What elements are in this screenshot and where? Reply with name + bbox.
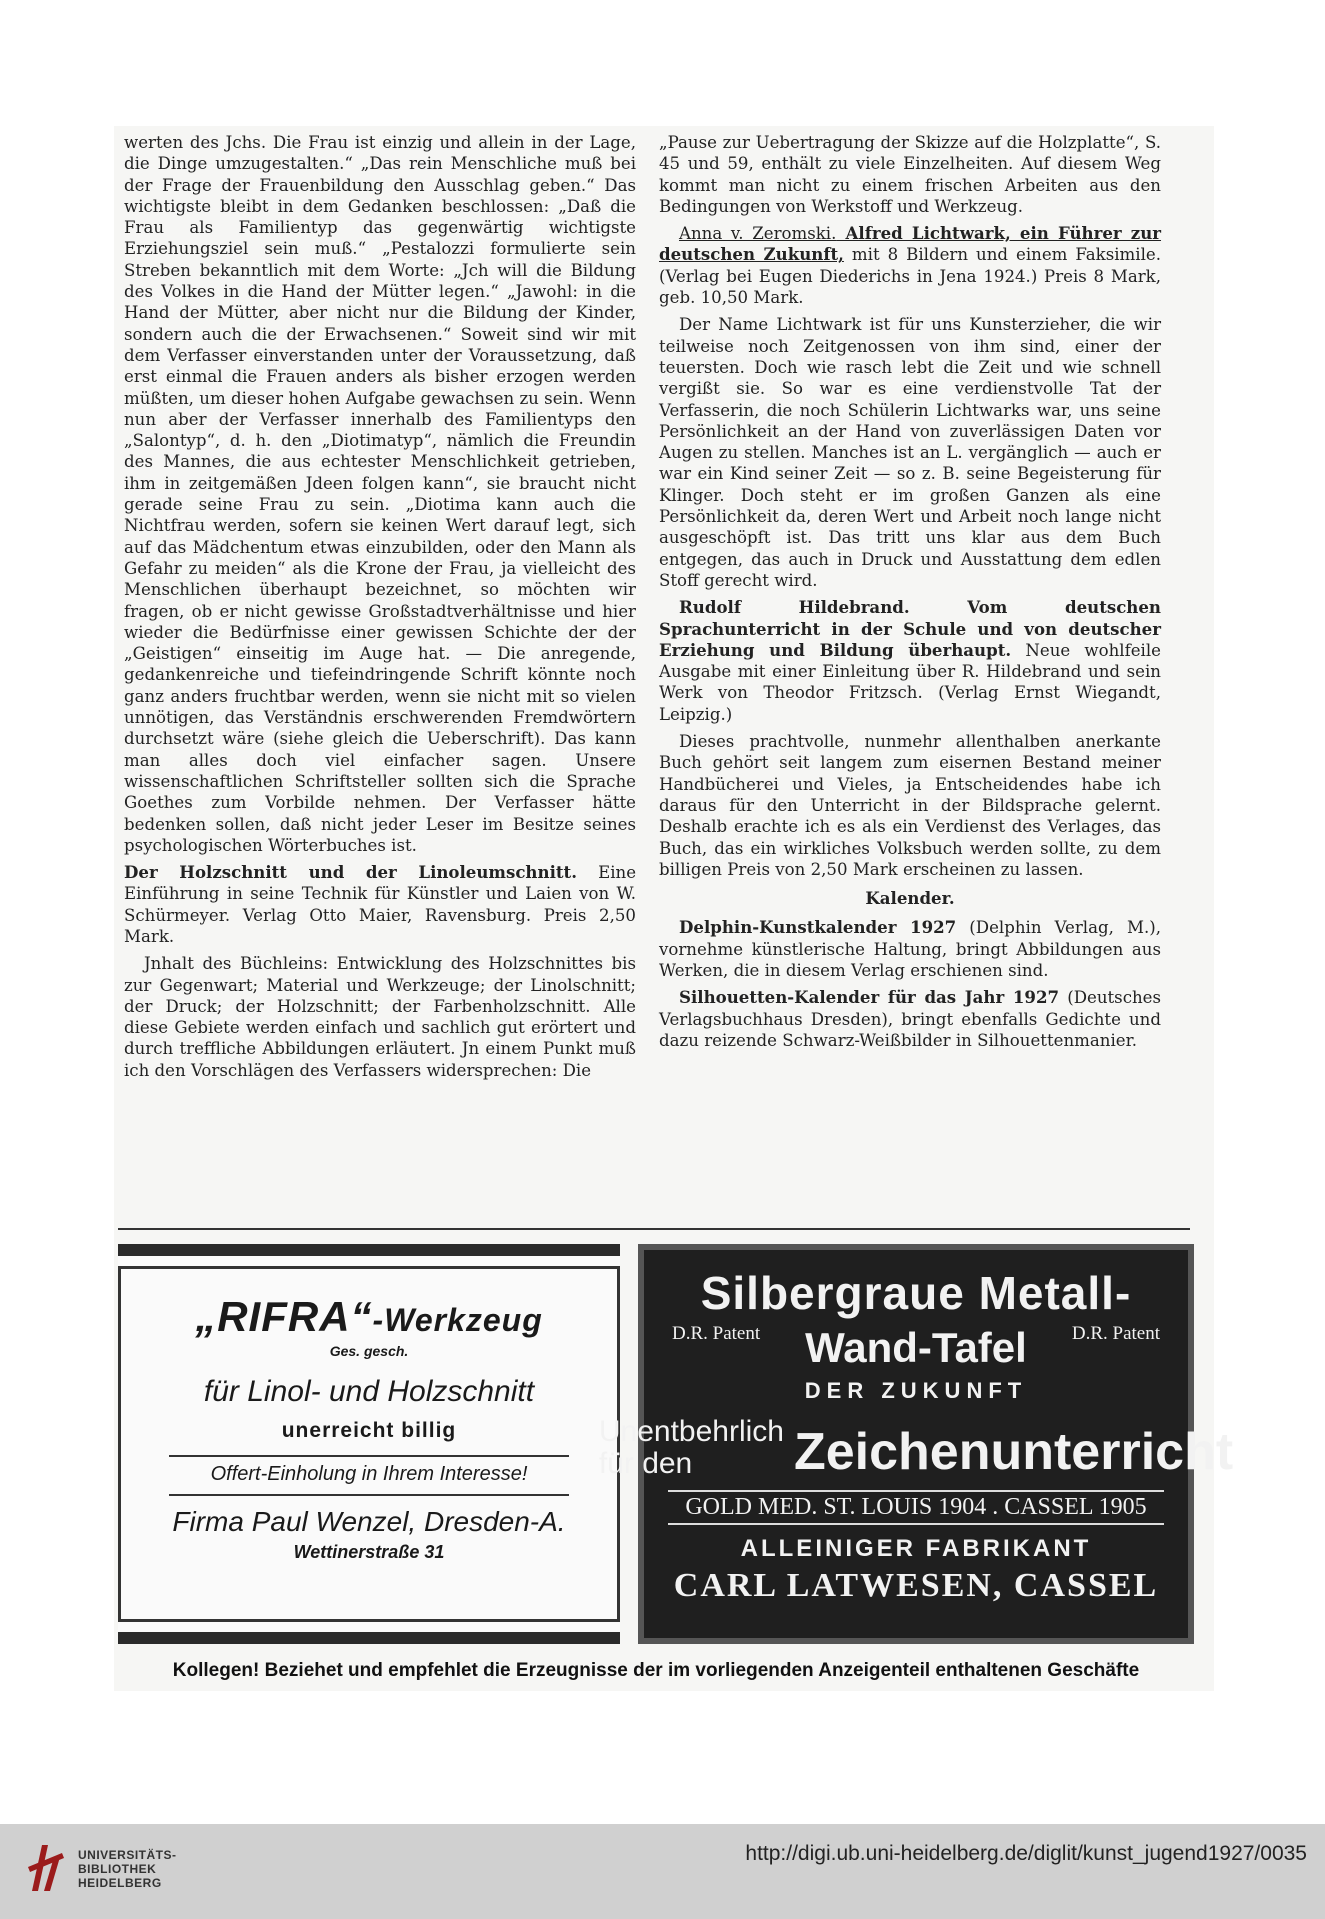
rifra-brand: „RIFRA“ xyxy=(195,1293,373,1340)
library-name-line-3: HEIDELBERG xyxy=(78,1876,162,1890)
rifra-divider-1 xyxy=(169,1455,569,1457)
review-body-lichtwark: mit 8 Bildern und einem Faksimile. (Verlag bei Eugen Diederichs in Jena 1924.) Preis 8 Mark, geb. 10,50 Mark. xyxy=(659,245,1161,308)
review-title-hildebrand: Rudolf Hildebrand. Vom deutschen Sprachunterricht in der Schule und von deutscher Erziehung und Bildung überhaupt. xyxy=(659,597,1161,660)
review-body-silhouetten: (Deutsches Verlagsbuchhaus Dresden), bringt ebenfalls Gedichte und dazu reizende Schwarz-Weißbilder in Silhouettenmanier. xyxy=(659,988,1162,1050)
review-title-delphin: Delphin-Kunstkalender 1927 xyxy=(679,917,957,938)
rifra-brand-line xyxy=(121,1293,617,1341)
rifra-purpose: für Linol- und Holzschnitt xyxy=(203,1375,535,1408)
right-paragraph-2 xyxy=(659,223,1161,308)
wandtafel-line-3: DER ZUKUNFT xyxy=(804,1378,1028,1403)
section-heading-kalender: Kalender. xyxy=(865,888,955,909)
review-title-silhouetten: Silhouetten-Kalender für das Jahr 1927 xyxy=(679,987,1060,1008)
rifra-brand-suffix: -Werkzeug xyxy=(372,1302,543,1338)
review-body-holzschnitt: Eine Einführung in seine Technik für Künstler und Laien von W. Schürmeyer. Verlag Otto Maier, Ravensburg. Preis 2,50 Mark. xyxy=(124,863,637,946)
wandtafel-medals: GOLD MED. ST. LOUIS 1904 . CASSEL 1905 xyxy=(668,1490,1164,1525)
wandtafel-maker: CARL LATWESEN, CASSEL xyxy=(673,1567,1159,1604)
review-body-hildebrand: Neue wohlfeile Ausgabe mit einer Einleitung über R. Hildebrand und sein Werk von Theodor Fritzsch. (Verlag Ernst Wiegandt, Leipzig.) xyxy=(659,640,1161,724)
right-text-column xyxy=(659,132,1161,1057)
source-url[interactable]: http://digi.ub.uni-heidelberg.de/diglit/kunst_jugend1927/0035 xyxy=(745,1842,1307,1865)
wandtafel-maker-label: ALLEINIGER FABRIKANT xyxy=(740,1535,1092,1562)
footer-appeal: Kollegen! Beziehet und empfehlet die Erzeugnisse der im vorliegenden Anzeigenteil enthaltenen Geschäfte xyxy=(172,1660,1140,1681)
section-divider xyxy=(118,1228,1190,1230)
review-title-holzschnitt: Der Holzschnitt und der Linoleumschnitt. xyxy=(124,862,577,883)
right-paragraph-6 xyxy=(659,917,1161,981)
wandtafel-advertisement xyxy=(598,1244,1234,1644)
wandtafel-title-row xyxy=(644,1324,1188,1384)
wandtafel-line-4 xyxy=(598,1415,1234,1481)
rifra-protected: Ges. gesch. xyxy=(329,1343,409,1359)
rifra-ad-frame xyxy=(118,1266,620,1622)
review-author-zeromski: Anna v. Zeromski. xyxy=(679,224,837,244)
rifra-firm: Firma Paul Wenzel, Dresden-A. xyxy=(172,1506,566,1537)
review-body-delphin: (Delphin Verlag, M.), vornehme künstlerische Haltung, bringt Abbildungen aus Werken, die in diesem Verlag erschienen sind. xyxy=(659,918,1162,980)
right-paragraph-7 xyxy=(659,987,1161,1051)
rifra-offer: Offert-Einholung in Ihrem Interesse! xyxy=(210,1463,528,1485)
library-banner xyxy=(0,1824,1325,1919)
right-paragraph-4 xyxy=(659,597,1161,725)
library-name-line-1: UNIVERSITÄTS- xyxy=(78,1848,177,1862)
rifra-advertisement xyxy=(118,1244,620,1644)
library-name xyxy=(78,1848,177,1890)
wandtafel-line-1: Silbergraue Metall- xyxy=(700,1267,1132,1319)
left-text-column xyxy=(124,132,636,1087)
library-logo-icon xyxy=(22,1839,70,1897)
left-paragraph-1: werten des Jchs. Die Frau ist einzig und allein in der Lage, die Dinge umzugestalten.“ „Das rein Menschliche muß bei der Frage der Frauenbildung den Ausschlag geben.“ Das wichtigste bleibt in dem Gedanken beschlossen: „Daß die Frau als Familientyp das gegenwärtig wichtigste Erziehungsziel sein muß.“ „Pestalozzi formulierte sein Streben bekanntlich mit dem Worte: „Jch will die Bildung des Volkes in die Hand der Mütter legen.“ „Jawohl: in die Hand der Mütter, aber nicht nur die Bildung der Kinder, sondern auch die der Erwachsenen.“ Soweit sind wir mit dem Verfasser einverstanden unter der Voraussetzung, daß erst einmal die Frauen anders als bisher erzogen werden müßten, um dieser hohen Aufgabe gewachsen zu sein. Wenn nun aber der Verfasser innerhalb des Familientyps den „Salontyp“, d. h. den „Diotimatyp“, nämlich die Freundin des Mannes, die aus echtester Menschlichkeit getrieben, ihm in zeitgemäßen Jdeen folgen kann“, sie braucht nicht gerade seine Frau zu sein. „Diotima kann auch die Nichtfrau werden, sofern sie keinen Wert darauf legt, sich auf das Mädchentum etwas einzubilden, oder den Mann als Gefahr zu meiden“ als die Krone der Frau, ja vielleicht des Menschlichen überhaupt bezeichnet, so möchten wir fragen, ob er nicht gewisse Großstadtverhältnisse und hier wieder die Bedürfnisse einer gewissen Schichte der der „Geistigen“ einseitig im Auge hat. — Die anregende, gedankenreiche und tiefeindringende Schrift könnte noch ganz anders fruchtbar werden, wenn sie nicht mit so vielen unnötigen, das Verständnis erschwerenden Fremdwörtern durchsetzt wäre (siehe gleich die Ueberschrift). Das kann man alles doch viel einfacher sagen. Unsere wissenschaftlichen Schriftsteller sollten sich die Sprache Goethes zum Vorbilde nehmen. Der Verfasser hätte bedenken sollen, daß nicht jeder Leser im Besitze seines psychologischen Wörterbuches ist. xyxy=(124,133,636,855)
left-paragraph-3: Jnhalt des Büchleins: Entwicklung des Holzschnittes bis zur Gegenwart; Material und Werkzeuge; der Linolschnitt; der Druck; der Holzschnitt; der Farbenholzschnitt. Alle diese Gebiete werden einfach und sachlich gut erörtert und durch treffliche Abbildungen erläutert. Jn einem Punkt muß ich den Vorschlägen des Verfassers widersprechen: Die xyxy=(124,954,636,1080)
patent-right: D.R. Patent xyxy=(1071,1323,1160,1344)
wandtafel-line-4-small: Unentbehrlich für den xyxy=(598,1415,784,1480)
rifra-claim: unerreicht billig xyxy=(281,1419,457,1442)
wandtafel-line-4-big: Zeichenunterricht xyxy=(793,1423,1234,1481)
library-name-line-2: BIBLIOTHEK xyxy=(78,1862,157,1876)
rifra-address: Wettinerstraße 31 xyxy=(293,1542,445,1562)
right-paragraph-5: Dieses prachtvolle, nunmehr allenthalben anerkante Buch gehört seit langem zum eisernen Bestand meiner Handbücherei und Vieles, ja Entscheidendes habe ich daraus für den Unterricht in der Bildsprache gelernt. Deshalb erachte ich es als ein Verdienst des Verlages, das Buch, das ein wirkliches Volksbuch werden sollte, zu dem billigen Preis von 2,50 Mark erscheinen zu lassen. xyxy=(659,732,1161,879)
right-paragraph-1: „Pause zur Uebertragung der Skizze auf die Holzplatte“, S. 45 und 59, enthält zu viele Einzelheiten. Auf diesem Weg kommt man nicht zu einem frischen Arbeiten aus den Bedingungen von Werkstoff und Werkzeug. xyxy=(659,133,1161,216)
wandtafel-line-2: Wand-Tafel xyxy=(805,1324,1027,1371)
left-paragraph-2 xyxy=(124,862,636,947)
patent-left: D.R. Patent xyxy=(672,1323,761,1344)
right-paragraph-3: Der Name Lichtwark ist für uns Kunsterzieher, die wir teilweise noch Zeitgenossen von ihm sind, einer der teuersten. Doch wie rasch lebt die Zeit und wie schnell vergißt sie. So war es eine verdienstvolle Tat der Verfasserin, die noch Schülerin Lichtwarks war, uns seine Persönlichkeit an der Hand von zuverlässigen Daten vor Augen zu stellen. Manches ist an L. vergänglich — auch er war ein Kind seiner Zeit — so z. B. seine Begeisterung für Klinger. Doch steht er im großen Ganzen als eine Persönlichkeit da, deren Wert und Arbeit noch lange nicht ausgeschöpft ist. Das tritt uns klar aus dem Buch entgegen, das auch in Druck und Ausstattung dem edlen Stoff gerecht wird. xyxy=(659,315,1161,590)
review-title-lichtwark: Alfred Lichtwark, ein Führer zur deutschen Zukunft, xyxy=(659,223,1162,265)
rifra-divider-2 xyxy=(169,1494,569,1496)
